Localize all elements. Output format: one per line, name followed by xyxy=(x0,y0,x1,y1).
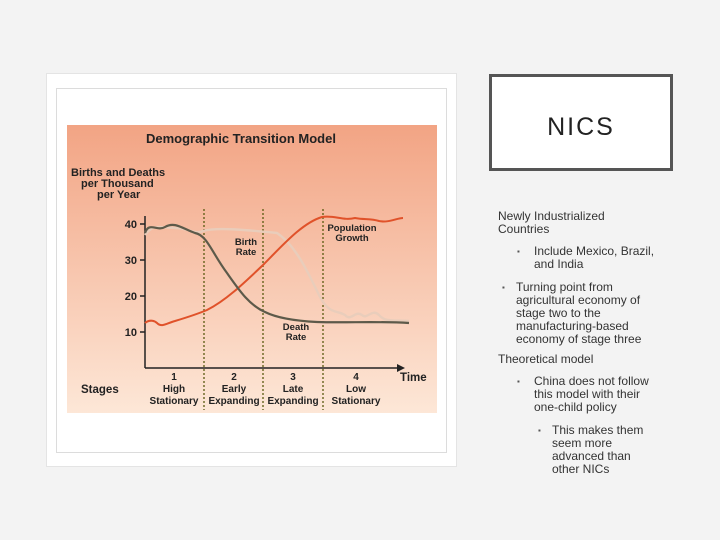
bullet-turning-point: Turning point from agricultural economy of stage two to the manufacturing-based economy of stage three xyxy=(516,280,642,346)
stage-name: Low xyxy=(346,384,366,395)
y-axis-label-line1: Births and Deaths xyxy=(71,167,166,179)
diagram-title: Demographic Transition Model xyxy=(146,131,336,146)
stage-number: 2 xyxy=(231,372,237,383)
y-tick-label: 40 xyxy=(124,219,137,231)
birth-rate-label-line2: Rate xyxy=(235,247,257,258)
y-tick-label: 10 xyxy=(124,327,137,339)
sub-bullet-marker: ▪ xyxy=(517,247,520,256)
death-rate-label-line1: Death xyxy=(282,322,310,333)
stage-name: High xyxy=(162,384,186,395)
population-growth-label-line1: Population xyxy=(327,223,377,234)
y-axis-label-line3: per Year xyxy=(97,189,141,201)
stage-name: Late xyxy=(282,384,304,395)
stage-number: 1 xyxy=(171,372,177,383)
y-axis-label-line2: per Thousand xyxy=(81,178,154,190)
birth-rate-label-line1: Birth xyxy=(234,237,258,248)
bullet-marker: ▪ xyxy=(502,283,505,292)
slide-title: NICS xyxy=(547,113,615,141)
x-axis-label: Time xyxy=(400,372,427,384)
demographic-transition-diagram xyxy=(67,125,437,413)
sub-sub-bullet-advanced: This makes them seem more advanced than other NICs xyxy=(552,423,644,476)
sub-bullet-china: China does not follow this model with their one-child policy xyxy=(534,374,649,414)
stages-label: Stages xyxy=(81,384,119,396)
y-tick-label: 30 xyxy=(124,255,137,267)
bullet-newly-industrialized: Newly Industrialized Countries xyxy=(498,209,605,236)
stage-number: 4 xyxy=(353,372,359,383)
stage-name: Early xyxy=(221,384,247,395)
stage-name: Expanding xyxy=(267,396,319,407)
stage-name: Stationary xyxy=(331,396,381,407)
sub-bullet-marker: ▪ xyxy=(517,377,520,386)
death-rate-label-line2: Rate xyxy=(285,332,307,343)
sub-sub-bullet-marker: ▪ xyxy=(538,426,541,435)
stage-number: 3 xyxy=(290,372,296,383)
stage-name: Stationary xyxy=(149,396,199,407)
population-growth-label-line2: Growth xyxy=(335,233,369,244)
bullet-theoretical-model: Theoretical model xyxy=(498,352,594,366)
sub-bullet-mexico-brazil-india: Include Mexico, Brazil, and India xyxy=(534,244,655,271)
title-box xyxy=(489,74,673,171)
y-tick-label: 20 xyxy=(124,291,137,303)
stage-name: Expanding xyxy=(208,396,260,407)
